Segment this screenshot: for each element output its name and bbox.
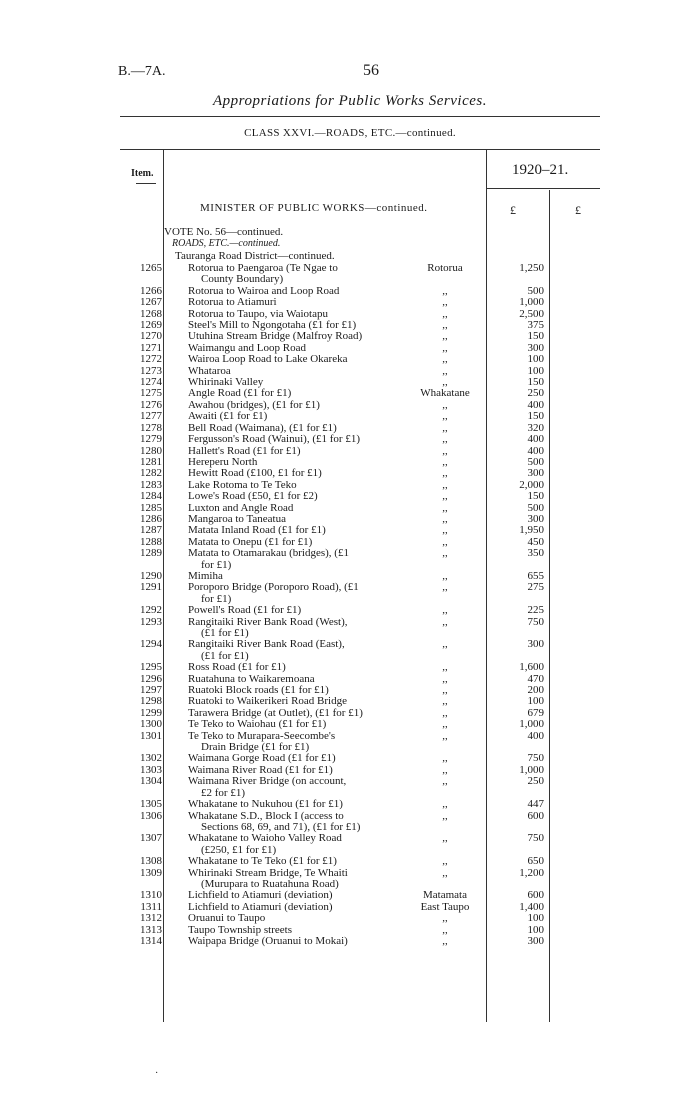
item-description: Te Teko to Murapara-Seecombe's Drain Bridge (£1 for £1): [188, 729, 336, 754]
item-district: ,,: [442, 832, 448, 845]
item-amount: 150: [527, 330, 544, 343]
item-amount: 500: [527, 501, 544, 514]
item-district: ,,: [442, 581, 448, 594]
table-row: [0, 902, 700, 913]
table-row: [0, 377, 700, 388]
item-district: ,,: [442, 855, 448, 868]
item-district: ,,: [442, 341, 448, 354]
item-number: 1274: [140, 376, 162, 389]
item-description: Angle Road (£1 for £1): [188, 387, 292, 400]
item-district: ,,: [442, 809, 448, 822]
item-district: ,,: [442, 512, 448, 525]
item-description: Whakatane to Te Teko (£1 for £1): [188, 855, 337, 868]
item-district: East Taupo: [420, 900, 470, 913]
item-district: ,,: [442, 547, 448, 560]
table-row: [0, 799, 700, 810]
item-amount: 450: [527, 535, 544, 548]
item-description: Lichfield to Atiamuri (deviation): [188, 889, 333, 902]
item-number: 1281: [140, 455, 162, 468]
item-description: Rotorua to Atiamuri: [188, 296, 277, 309]
title-rule: [120, 116, 600, 117]
table-row: [0, 548, 700, 571]
vote-heading: VOTE No. 56—continued.: [164, 226, 284, 238]
page-title: Appropriations for Public Works Services.: [213, 93, 487, 109]
item-district: ,,: [442, 444, 448, 457]
item-district: ,,: [442, 763, 448, 776]
item-amount: 400: [527, 729, 544, 742]
item-district: ,,: [442, 866, 448, 879]
item-description: Matata to Otamarakau (bridges), (£1 for £1): [188, 547, 349, 571]
item-district: ,,: [442, 376, 448, 389]
item-number: 1301: [140, 729, 162, 742]
table-row: [0, 446, 700, 457]
item-description: Ross Road (£1 for £1): [188, 661, 286, 674]
item-district: ,,: [442, 638, 448, 651]
table-row: [0, 537, 700, 548]
item-description: Powell's Road (£1 for £1): [188, 604, 302, 617]
item-description: Hewitt Road (£100, £1 for £1): [188, 467, 322, 480]
item-number: 1309: [140, 866, 162, 879]
item-amount: 100: [527, 923, 544, 936]
item-amount: 100: [527, 364, 544, 377]
table-row: [0, 582, 700, 605]
item-description: Rangitaiki River Bank Road (East), (£1 for £1): [188, 638, 345, 662]
item-amount: 300: [527, 467, 544, 480]
table-row: [0, 868, 700, 891]
item-number: 1307: [140, 832, 162, 845]
item-number: 1297: [140, 684, 162, 697]
table-row: [0, 639, 700, 662]
item-description: Ruatahuna to Waikaremoana: [188, 672, 315, 685]
item-amount: 300: [527, 934, 544, 947]
item-number: 1293: [140, 615, 162, 628]
table-row: [0, 286, 700, 297]
item-description: Awahou (bridges), (£1 for £1): [188, 398, 320, 411]
table-row: [0, 765, 700, 776]
item-description: Waimana River Road (£1 for £1): [188, 763, 333, 776]
table-row: [0, 685, 700, 696]
item-district: ,,: [442, 706, 448, 719]
item-amount: 1,000: [519, 763, 544, 776]
item-number: 1288: [140, 535, 162, 548]
item-district: ,,: [442, 330, 448, 343]
item-district: ,,: [442, 569, 448, 582]
item-amount: 750: [527, 832, 544, 845]
item-district: ,,: [442, 535, 448, 548]
item-number: 1275: [140, 387, 162, 400]
item-amount: 400: [527, 433, 544, 446]
table-row: [0, 263, 700, 286]
item-description: Whataroa: [188, 364, 231, 377]
page-number: 56: [363, 62, 379, 79]
item-district: ,,: [442, 284, 448, 297]
item-district: ,,: [442, 912, 448, 925]
item-amount: 1,000: [519, 296, 544, 309]
item-amount: 400: [527, 444, 544, 457]
table-row: [0, 468, 700, 479]
ministry-heading: MINISTER OF PUBLIC WORKS—continued.: [200, 202, 428, 214]
item-description: Hallett's Road (£1 for £1): [188, 444, 301, 457]
item-district: ,,: [442, 923, 448, 936]
item-number: 1285: [140, 501, 162, 514]
table-row: [0, 388, 700, 399]
item-number: 1311: [140, 900, 162, 913]
item-amount: 300: [527, 638, 544, 651]
item-district: ,,: [442, 421, 448, 434]
item-number: 1272: [140, 353, 162, 366]
table-row: [0, 617, 700, 640]
item-district: ,,: [442, 934, 448, 947]
item-amount: 2,500: [519, 307, 544, 320]
item-description: Waipapa Bridge (Oruanui to Mokai): [188, 934, 348, 947]
district-heading: Tauranga Road District—continued.: [175, 250, 335, 262]
item-amount: 150: [527, 490, 544, 503]
table-row: [0, 400, 700, 411]
item-number: 1312: [140, 912, 162, 925]
item-district: ,,: [442, 684, 448, 697]
table-row: [0, 674, 700, 685]
item-amount: 1,250: [519, 262, 544, 274]
table-row: [0, 514, 700, 525]
table-row: [0, 366, 700, 377]
item-number: 1270: [140, 330, 162, 343]
item-amount: 250: [527, 387, 544, 400]
item-number: 1310: [140, 889, 162, 902]
table-row: [0, 605, 700, 616]
item-amount: 300: [527, 341, 544, 354]
item-amount: 2,000: [519, 478, 544, 491]
table-row: [0, 708, 700, 719]
item-district: Whakatane: [420, 387, 470, 400]
item-number: 1291: [140, 581, 162, 594]
table-row: [0, 925, 700, 936]
item-header-rule: [136, 183, 156, 184]
pound-sign-right: £: [575, 203, 581, 217]
item-district: ,,: [442, 307, 448, 320]
table-row: [0, 525, 700, 536]
table-row: [0, 503, 700, 514]
item-number: 1314: [140, 934, 162, 947]
item-amount: 250: [527, 775, 544, 788]
item-description: Matata to Onepu (£1 for £1): [188, 535, 313, 548]
item-number: 1292: [140, 604, 162, 617]
table-row: [0, 434, 700, 445]
item-district: ,,: [442, 672, 448, 685]
item-amount: 600: [527, 889, 544, 902]
item-amount: 650: [527, 855, 544, 868]
item-description: Mimiha: [188, 569, 223, 582]
item-number: 1282: [140, 467, 162, 480]
item-amount: 150: [527, 410, 544, 423]
item-district: ,,: [442, 319, 448, 332]
item-description: Ruatoki Block roads (£1 for £1): [188, 684, 329, 697]
item-description: Whirinaki Valley: [188, 376, 264, 389]
item-district: ,,: [442, 353, 448, 366]
item-number: 1287: [140, 524, 162, 537]
item-description: Whirinaki Stream Bridge, Te Whaiti (Murupara to Ruatahuna Road): [188, 866, 348, 890]
item-description: Whakatane to Waioho Valley Road (£250, £1 for £1): [188, 832, 342, 856]
item-description: Hereperu North: [188, 455, 258, 468]
item-number: 1268: [140, 307, 162, 320]
item-number: 1308: [140, 855, 162, 868]
item-amount: 400: [527, 398, 544, 411]
item-amount: 600: [527, 809, 544, 822]
item-amount: 655: [527, 569, 544, 582]
item-description: Rotorua to Paengaroa (Te Ngae to County Boundary): [188, 262, 338, 286]
item-description: Oruanui to Taupo: [188, 912, 266, 925]
item-district: ,,: [442, 524, 448, 537]
item-description: Steel's Mill to Ngongotaha (£1 for £1): [188, 319, 357, 332]
item-number: 1267: [140, 296, 162, 309]
item-number: 1294: [140, 638, 162, 651]
table-row: [0, 936, 700, 947]
item-amount: 500: [527, 455, 544, 468]
table-row: [0, 913, 700, 924]
item-description: Poroporo Bridge (Poroporo Road), (£1 for £1): [188, 581, 359, 605]
item-number: 1306: [140, 809, 162, 822]
year-column-header: 1920–21.: [512, 162, 569, 178]
table-row: [0, 833, 700, 856]
table-row: [0, 331, 700, 342]
item-description: Ruatoki to Waikerikeri Road Bridge: [188, 695, 347, 708]
item-district: ,,: [442, 410, 448, 423]
item-number: 1283: [140, 478, 162, 491]
table-row: [0, 856, 700, 867]
item-number: 1277: [140, 410, 162, 423]
item-amount: 320: [527, 421, 544, 434]
item-number: 1269: [140, 319, 162, 332]
item-amount: 500: [527, 284, 544, 297]
item-amount: 150: [527, 376, 544, 389]
item-number: 1278: [140, 421, 162, 434]
item-district: ,,: [442, 364, 448, 377]
item-amount: 750: [527, 615, 544, 628]
item-description: Tarawera Bridge (at Outlet), (£1 for £1): [188, 706, 363, 719]
item-number: 1302: [140, 752, 162, 765]
item-description: Whakatane to Nukuhou (£1 for £1): [188, 798, 343, 811]
table-row: [0, 811, 700, 834]
table-row: [0, 411, 700, 422]
item-amount: 225: [527, 604, 544, 617]
item-amount: 447: [527, 798, 544, 811]
item-district: ,,: [442, 615, 448, 628]
item-amount: 200: [527, 684, 544, 697]
item-amount: 300: [527, 512, 544, 525]
item-description: Waimana Gorge Road (£1 for £1): [188, 752, 336, 765]
item-district: ,,: [442, 501, 448, 514]
item-description: Lake Rotoma to Te Teko: [188, 478, 297, 491]
item-amount: 375: [527, 319, 544, 332]
item-description: Waimana River Bridge (on account, £2 for £1): [188, 775, 347, 799]
item-amount: 350: [527, 547, 544, 560]
item-district: ,,: [442, 455, 448, 468]
item-number: 1286: [140, 512, 162, 525]
year-header-rule: [486, 188, 600, 189]
table-row: [0, 343, 700, 354]
item-district: ,,: [442, 296, 448, 309]
item-district: ,,: [442, 467, 448, 480]
table-row: [0, 297, 700, 308]
item-amount: 1,400: [519, 900, 544, 913]
item-number: 1295: [140, 661, 162, 674]
item-number: 1284: [140, 490, 162, 503]
item-number: 1298: [140, 695, 162, 708]
item-number: 1279: [140, 433, 162, 446]
item-description: Matata Inland Road (£1 for £1): [188, 524, 326, 537]
item-number: 1289: [140, 547, 162, 560]
item-district: ,,: [442, 695, 448, 708]
item-district: ,,: [442, 718, 448, 731]
item-amount: 275: [527, 581, 544, 594]
item-number: 1300: [140, 718, 162, 731]
item-amount: 1,200: [519, 866, 544, 879]
table-row: [0, 890, 700, 901]
item-number: 1304: [140, 775, 162, 788]
table-row: [0, 480, 700, 491]
appropriation-table: [0, 263, 700, 947]
item-district: ,,: [442, 752, 448, 765]
item-description: Waimangu and Loop Road: [188, 341, 306, 354]
item-column-header: Item.: [131, 168, 154, 179]
item-district: ,,: [442, 729, 448, 742]
item-number: 1296: [140, 672, 162, 685]
item-district: ,,: [442, 604, 448, 617]
item-description: Luxton and Angle Road: [188, 501, 294, 514]
item-amount: 1,000: [519, 718, 544, 731]
class-heading: CLASS XXVI.—ROADS, ETC.—continued.: [244, 127, 456, 139]
item-number: 1280: [140, 444, 162, 457]
item-description: Bell Road (Waimana), (£1 for £1): [188, 421, 337, 434]
item-description: Lowe's Road (£50, £1 for £2): [188, 490, 318, 503]
table-row: [0, 491, 700, 502]
table-row: [0, 719, 700, 730]
item-description: Whakatane S.D., Block I (access to Sections 68, 69, and 71), (£1 for £1): [188, 809, 361, 833]
item-number: 1313: [140, 923, 162, 936]
item-description: Rotorua to Taupo, via Waiotapu: [188, 307, 328, 320]
table-row: [0, 354, 700, 365]
item-description: Wairoa Loop Road to Lake Okareka: [188, 353, 348, 366]
item-amount: 679: [527, 706, 544, 719]
item-district: ,,: [442, 775, 448, 788]
roads-subheading: ROADS, ETC.—continued.: [172, 238, 281, 249]
item-number: 1266: [140, 284, 162, 297]
table-row: [0, 662, 700, 673]
item-description: Te Teko to Waiohau (£1 for £1): [188, 718, 327, 731]
page-speck: ·: [155, 1068, 159, 1079]
item-district: ,,: [442, 490, 448, 503]
item-amount: 1,600: [519, 661, 544, 674]
item-district: Matamata: [423, 889, 467, 902]
table-row: [0, 776, 700, 799]
item-description: Mangaroa to Taneatua: [188, 512, 286, 525]
item-number: 1303: [140, 763, 162, 776]
table-top-rule: [120, 149, 600, 150]
item-description: Taupo Township streets: [188, 923, 292, 936]
item-amount: 100: [527, 353, 544, 366]
item-amount: 470: [527, 672, 544, 685]
table-row: [0, 731, 700, 754]
item-amount: 100: [527, 912, 544, 925]
item-description: Awaiti (£1 for £1): [188, 410, 268, 423]
item-amount: 1,950: [519, 524, 544, 537]
item-district: Rotorua: [427, 262, 463, 274]
report-code: B.—7A.: [118, 64, 166, 79]
table-row: [0, 457, 700, 468]
item-number: 1271: [140, 341, 162, 354]
item-district: ,,: [442, 478, 448, 491]
item-number: 1265: [140, 262, 162, 274]
item-description: Lichfield to Atiamuri (deviation): [188, 900, 333, 913]
item-district: ,,: [442, 398, 448, 411]
item-number: 1299: [140, 706, 162, 719]
item-description: Fergusson's Road (Wainui), (£1 for £1): [188, 433, 360, 446]
pound-sign-left: £: [510, 203, 516, 217]
item-district: ,,: [442, 798, 448, 811]
item-district: ,,: [442, 433, 448, 446]
item-number: 1305: [140, 798, 162, 811]
item-description: Rotorua to Wairoa and Loop Road: [188, 284, 340, 297]
item-description: Rangitaiki River Bank Road (West), (£1 for £1): [188, 615, 348, 639]
table-row: [0, 753, 700, 764]
item-district: ,,: [442, 661, 448, 674]
item-number: 1276: [140, 398, 162, 411]
item-amount: 750: [527, 752, 544, 765]
item-number: 1290: [140, 569, 162, 582]
item-description: Utuhina Stream Bridge (Malfroy Road): [188, 330, 363, 343]
item-number: 1273: [140, 364, 162, 377]
item-amount: 100: [527, 695, 544, 708]
